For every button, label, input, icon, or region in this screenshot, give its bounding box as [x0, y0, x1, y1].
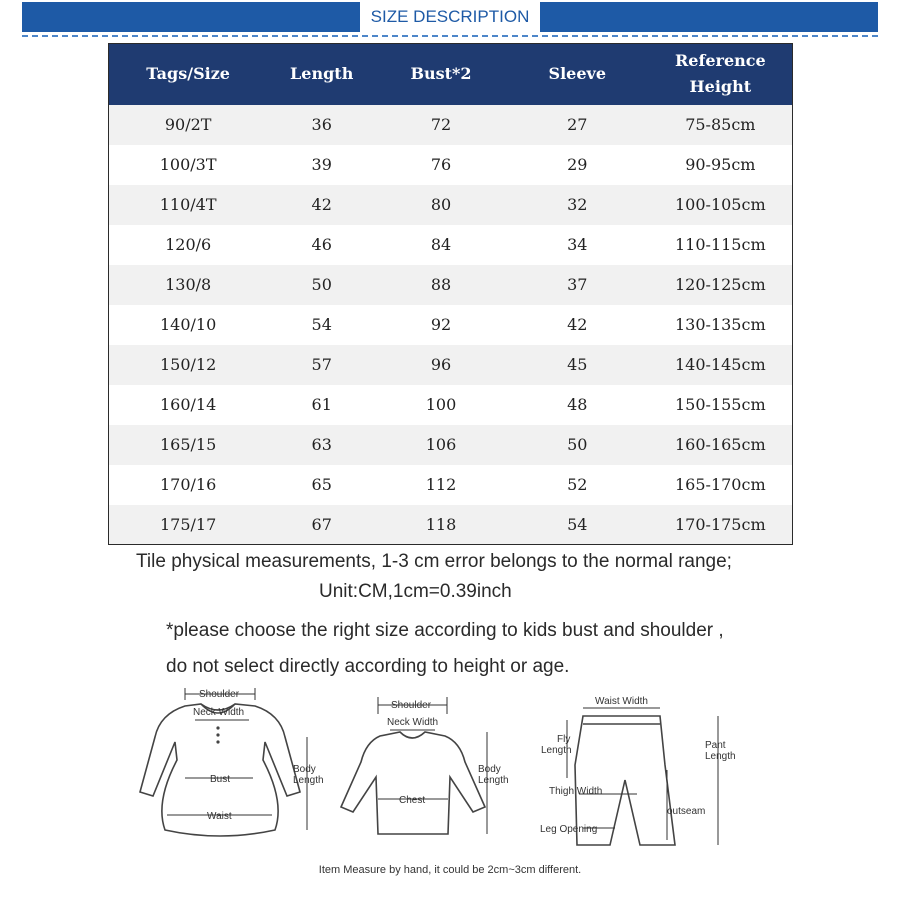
shirt-body-length-label-2: Length	[478, 775, 509, 786]
table-cell: 106	[376, 425, 506, 465]
table-cell: 165-170cm	[649, 465, 793, 505]
table-cell: 50	[267, 265, 376, 305]
dress-shoulder-label: Shoulder	[199, 689, 240, 700]
table-cell: 27	[506, 105, 649, 145]
table-cell: 48	[506, 385, 649, 425]
table-row	[109, 425, 793, 465]
shirt-diagram	[335, 692, 520, 842]
table-cell: 130/8	[109, 265, 268, 305]
pants-pant-length-label: Pant	[705, 740, 726, 751]
pants-diagram	[535, 690, 750, 850]
table-cell: 110/4T	[109, 185, 268, 225]
table-row	[109, 265, 793, 305]
pants-leg-opening-label: Leg Opening	[540, 824, 598, 835]
table-cell: 57	[267, 345, 376, 385]
table-cell: 100/3T	[109, 145, 268, 185]
table-row	[109, 465, 793, 505]
table-row	[109, 145, 793, 185]
table-cell: 150-155cm	[649, 385, 793, 425]
table-row	[109, 105, 793, 145]
table-cell: 160-165cm	[649, 425, 793, 465]
table-cell: 65	[267, 465, 376, 505]
note-height-warning: do not select directly according to height or age.	[166, 656, 570, 677]
pants-thigh-width-label: Thigh Width	[549, 786, 603, 797]
shirt-neck-width-label: Neck Width	[387, 717, 439, 728]
table-cell: 80	[376, 185, 506, 225]
table-cell: 88	[376, 265, 506, 305]
column-header: Bust*2	[376, 44, 506, 105]
table-cell: 72	[376, 105, 506, 145]
table-cell: 140-145cm	[649, 345, 793, 385]
table-cell: 160/14	[109, 385, 268, 425]
dress-diagram	[135, 682, 335, 857]
dress-bust-label: Bust	[210, 774, 231, 785]
dress-waist-label: Waist	[207, 811, 232, 822]
column-header: Tags/Size	[109, 44, 268, 105]
page-title: SIZE DESCRIPTION	[370, 7, 530, 26]
table-cell: 112	[376, 465, 506, 505]
dress-body-length-label: Body	[293, 764, 316, 775]
table-row	[109, 225, 793, 265]
note-measurement: Tile physical measurements, 1-3 cm error belongs to the normal range;	[136, 551, 732, 572]
table-cell: 92	[376, 305, 506, 345]
table-cell: 36	[267, 105, 376, 145]
dress-body-length-label-2: Length	[293, 775, 324, 786]
pants-fly-length-label: Fly	[557, 734, 571, 745]
pants-fly-length-label-2: Length	[541, 745, 572, 756]
header-banner-left	[22, 2, 360, 32]
table-cell: 140/10	[109, 305, 268, 345]
table-cell: 63	[267, 425, 376, 465]
table-cell: 110-115cm	[649, 225, 793, 265]
table-cell: 175/17	[109, 505, 268, 545]
table-cell: 96	[376, 345, 506, 385]
table-cell: 170-175cm	[649, 505, 793, 545]
table-cell: 165/15	[109, 425, 268, 465]
table-cell: 170/16	[109, 465, 268, 505]
table-cell: 84	[376, 225, 506, 265]
dress-neck-width-label: Neck Width	[193, 707, 245, 718]
pants-outseam-label: outseam	[667, 806, 706, 817]
table-cell: 37	[506, 265, 649, 305]
size-table	[108, 43, 793, 545]
table-cell: 100-105cm	[649, 185, 793, 225]
table-cell: 120-125cm	[649, 265, 793, 305]
table-cell: 34	[506, 225, 649, 265]
table-cell: 90-95cm	[649, 145, 793, 185]
table-cell: 42	[267, 185, 376, 225]
table-row	[109, 305, 793, 345]
table-header-row	[109, 44, 793, 105]
table-row	[109, 505, 793, 545]
table-cell: 67	[267, 505, 376, 545]
table-cell: 150/12	[109, 345, 268, 385]
table-cell: 39	[267, 145, 376, 185]
note-unit: Unit:CM,1cm=0.39inch	[319, 581, 512, 602]
column-header: Sleeve	[506, 44, 649, 105]
column-header: Reference Height	[649, 44, 793, 105]
shirt-body-length-label: Body	[478, 764, 501, 775]
table-cell: 52	[506, 465, 649, 505]
table-cell: 54	[506, 505, 649, 545]
table-cell: 120/6	[109, 225, 268, 265]
table-cell: 45	[506, 345, 649, 385]
table-row	[109, 345, 793, 385]
note-choose-size: *please choose the right size according to kids bust and shoulder ,	[166, 620, 724, 641]
table-cell: 90/2T	[109, 105, 268, 145]
shirt-shoulder-label: Shoulder	[391, 700, 432, 711]
header-banner-right	[540, 2, 878, 32]
header-divider	[22, 35, 878, 37]
table-cell: 29	[506, 145, 649, 185]
table-cell: 42	[506, 305, 649, 345]
table-cell: 50	[506, 425, 649, 465]
table-row	[109, 385, 793, 425]
table-row	[109, 185, 793, 225]
table-cell: 54	[267, 305, 376, 345]
pants-pant-length-label-2: Length	[705, 751, 736, 762]
table-cell: 76	[376, 145, 506, 185]
column-header: Length	[267, 44, 376, 105]
table-cell: 130-135cm	[649, 305, 793, 345]
table-cell: 100	[376, 385, 506, 425]
footnote: Item Measure by hand, it could be 2cm~3cm different.	[318, 864, 582, 876]
table-cell: 32	[506, 185, 649, 225]
pants-waist-width-label: Waist Width	[595, 696, 648, 707]
table-cell: 75-85cm	[649, 105, 793, 145]
shirt-chest-label: Chest	[399, 795, 426, 806]
table-cell: 118	[376, 505, 506, 545]
table-cell: 61	[267, 385, 376, 425]
table-cell: 46	[267, 225, 376, 265]
